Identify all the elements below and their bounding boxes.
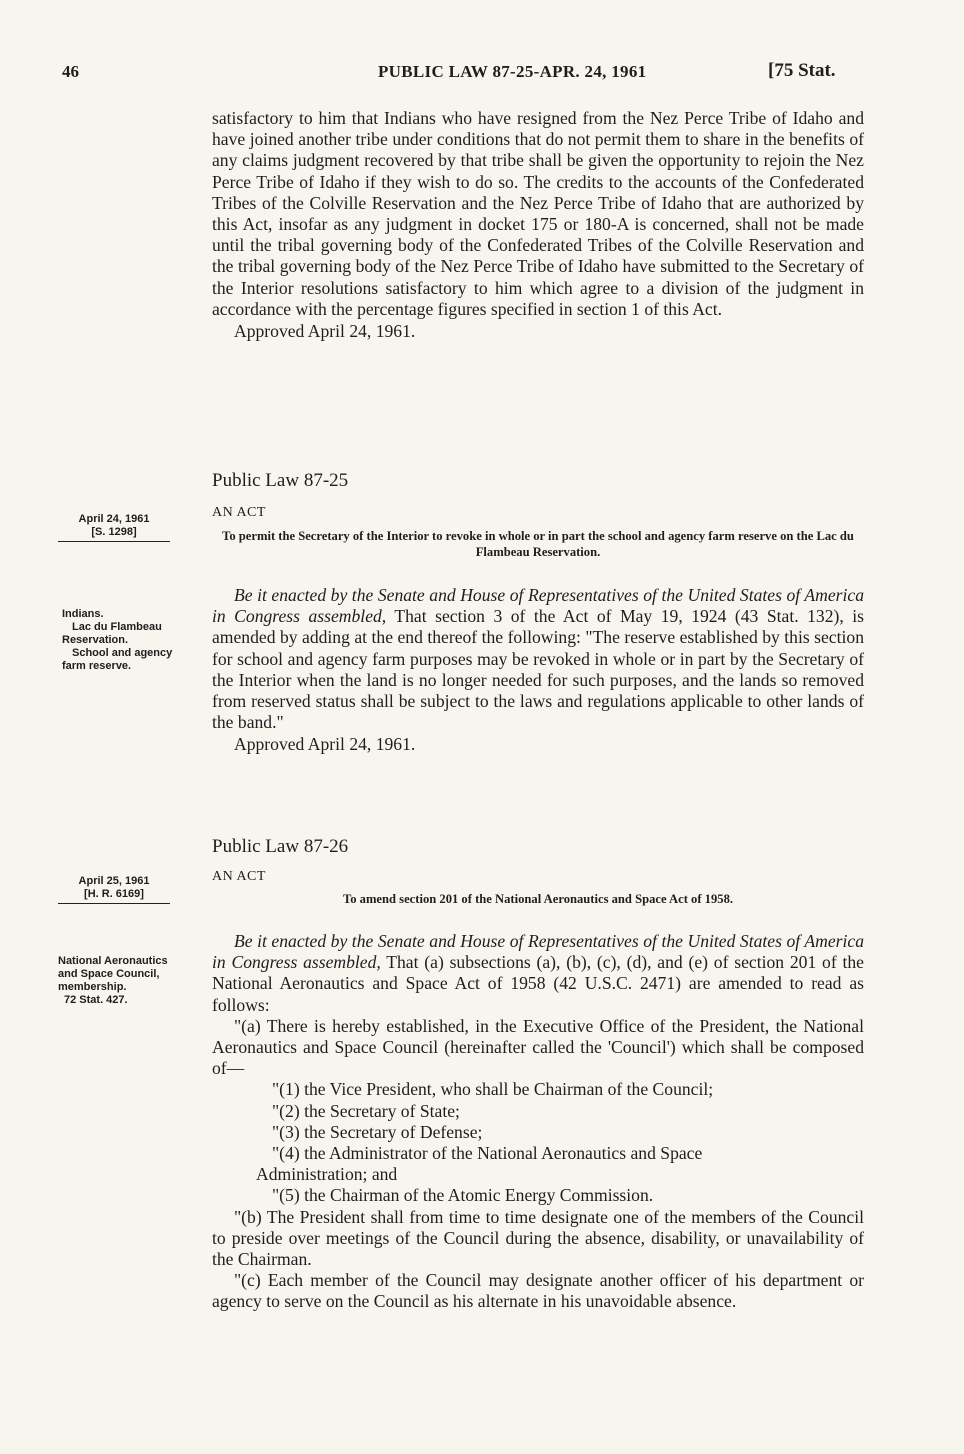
law-87-26-heading-block (212, 836, 864, 857)
council-member-2: "(2) the Secretary of State; (272, 1100, 460, 1121)
law-87-25-purpose-block (212, 528, 864, 560)
subsection-c: "(c) Each member of the Council may designate another officer of his department or agency to serve on the Council as his alternate in his unavoidable absence. (212, 1270, 864, 1312)
law-87-26-enacting-italic: Be it enacted by the Senate and House of Representatives of the United States of America in Congress assembled, (212, 931, 864, 973)
law-87-26-body (212, 931, 864, 1313)
law-87-25-margin-date (58, 513, 206, 542)
law-87-25-anact-block (212, 502, 864, 523)
council-member-4: "(4) the Administrator of the National Aeronautics and Space (272, 1143, 703, 1164)
margin-date-line: April 24, 1961 (78, 513, 150, 525)
margin-note-school-reserve: School and agency farm reserve. (62, 647, 173, 672)
law-87-25-body (212, 585, 864, 756)
law-87-26-margin-date (58, 875, 206, 904)
law-87-26-heading: Public Law 87-26 (212, 836, 349, 857)
council-member-3: "(3) the Secretary of Defense; (272, 1121, 483, 1142)
margin-bill-number: [S. 1298] (58, 526, 170, 542)
law-87-26-an-act: AN ACT (212, 869, 266, 884)
law-87-26-text: That (a) subsections (a), (b), (c), (d), and (e) of section 201 of the National Aeronautics and Space Act of 1958 (42 U.S.C. 2471) are amended to read as follows: (212, 952, 864, 1015)
law-87-26-anact-block (212, 866, 864, 887)
margin-note-indians: Indians. (62, 608, 104, 620)
running-title: PUBLIC LAW 87-25-APR. 24, 1961 (378, 62, 647, 81)
page-header (0, 62, 964, 92)
law-87-25-enacting-italic: Be it enacted by the Senate and House of Representatives of the United States of America in Congress assembled, (212, 585, 864, 627)
statute-reference: [75 Stat. (768, 60, 836, 81)
law-87-25-margin-notes (58, 608, 190, 673)
council-member-5: "(5) the Chairman of the Atomic Energy Commission. (272, 1185, 654, 1206)
margin-note-72-stat: 72 Stat. 427. (64, 994, 128, 1006)
council-member-4-cont: Administration; and (256, 1164, 398, 1185)
margin-date-line-2: April 25, 1961 (78, 875, 150, 887)
law-87-25-text: That section 3 of the Act of May 19, 1924 (43 Stat. 132), is amended by adding at the end thereof the following: "The reserve established by this section for school and agency farm purposes may be revoked in whole or in part by the Secretary of the Interior when the land is no longer needed for such purposes, and the lands so removed from reserved status shall be subject to the laws and regulations applicable to other lands of the band." (212, 606, 864, 733)
law-87-25-purpose: To permit the Secretary of the Interior to revoke in whole or in part the school and agency farm reserve on the Lac du Flambeau Reservation. (222, 529, 854, 559)
margin-note-nasa-council: National Aeronautics and Space Council, membership. (58, 955, 168, 993)
law-87-25-heading-block (212, 470, 864, 491)
law-87-25-an-act: AN ACT (212, 505, 266, 520)
continuation-text: satisfactory to him that Indians who have resigned from the Nez Perce Tribe of Idaho and have joined another tribe under conditions that do not permit them to share in the benefits of any claims judgment recovered by that tribe shall be given the opportunity to rejoin the Nez Perce Tribe of Idaho if they wish to do so. The credits to the accounts of the Confederated Tribes of the Colville Reservation and the Nez Perce Tribe of Idaho that are authorized by this Act, insofar as any judgment in docket 175 or 180-A is concerned, shall not be made until the tribal governing body of the Confederated Tribes of the Colville Reservation and the tribal governing body of the Nez Perce Tribe of Idaho have submitted to the Secretary of the Interior resolutions satisfactory to him which agree to a division of the judgment in accordance with the percentage figures specified in section 1 of this Act. (212, 108, 864, 319)
margin-bill-number-2: [H. R. 6169] (58, 888, 170, 904)
law-87-26-enacting-clause (212, 931, 864, 1016)
law-87-26-purpose: To amend section 201 of the National Aeronautics and Space Act of 1958. (342, 892, 734, 906)
subsection-b: "(b) The President shall from time to time designate one of the members of the Council to preside over meetings of the Council during the absence, disability, or unavailability of the Chairman. (212, 1206, 864, 1270)
margin-note-lac-du-flambeau: Lac du Flambeau Reservation. (62, 621, 162, 646)
law-87-25-enacting-clause (212, 585, 864, 733)
law-87-26-purpose-block (212, 891, 864, 907)
council-member-1: "(1) the Vice President, who shall be Chairman of the Council; (272, 1079, 714, 1100)
page-number: 46 (62, 62, 79, 81)
subsection-a: "(a) There is hereby established, in the Executive Office of the President, the National Aeronautics and Space Council (hereinafter called the 'Council') which shall be composed of— (212, 1015, 864, 1079)
continuation-block (212, 108, 864, 342)
law-87-26-margin-notes (58, 955, 178, 1007)
law-87-25-heading: Public Law 87-25 (212, 470, 349, 491)
continuation-approved: Approved April 24, 1961. (234, 321, 416, 342)
law-87-25-approved: Approved April 24, 1961. (234, 734, 416, 755)
